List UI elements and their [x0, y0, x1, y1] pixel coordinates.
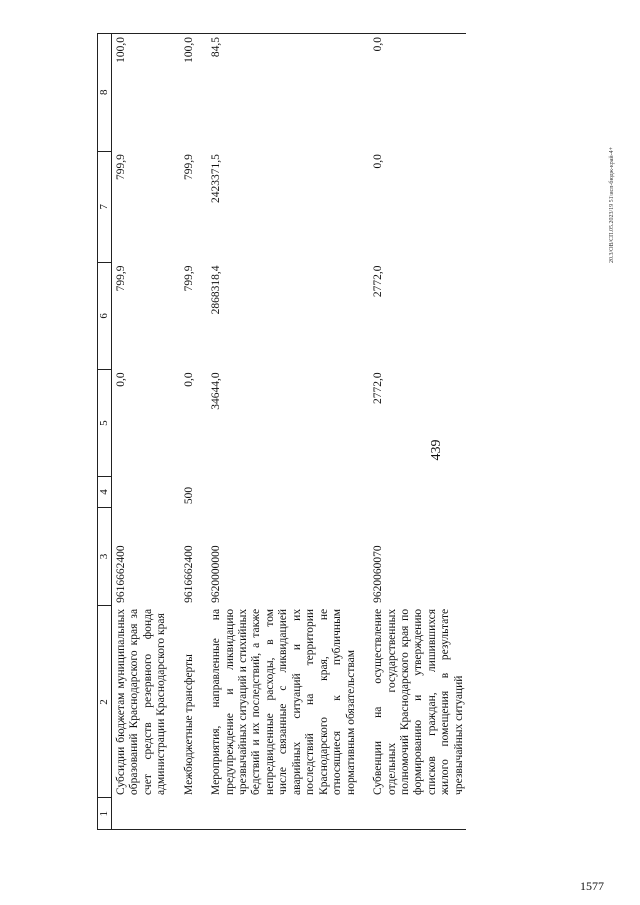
expense-type-cell	[111, 477, 168, 507]
target-code-cell: 9616662400	[114, 545, 127, 603]
row-spacer	[358, 34, 370, 830]
row-spacer	[196, 34, 208, 830]
percent-cell: 0,0	[370, 34, 466, 152]
value-cell: 2423371,5	[210, 154, 223, 203]
expense-type-cell	[208, 477, 358, 507]
value-cell: 799,9	[182, 265, 195, 292]
item-name-cell: Мероприятия, направленные на предупреждение и ликвидацию чрезвычайных ситуаций и стихийных бедствий и их последствий, а также непредвиденные расходы, в том числе связанные с ликвидацией аварийных ситуаций и их последствий на территории Краснодарского края, не относящиеся к публичным нормативным обязательствам	[210, 608, 357, 795]
column-header: 2	[98, 606, 112, 798]
table-row	[208, 34, 358, 830]
row-spacer	[169, 34, 181, 830]
percent-cell: 84,5	[208, 34, 358, 152]
table-row	[370, 34, 466, 830]
target-code-cell: 9616662400	[182, 545, 195, 603]
budget-table	[97, 33, 466, 830]
column-header: 3	[98, 507, 112, 606]
value-cell: 0,0	[182, 372, 195, 387]
target-code-cell: 9620000000	[210, 545, 223, 603]
value-cell: 2868318,4	[210, 265, 223, 315]
item-name-cell: Субсидии бюджетам муниципальных образований Краснодарского края за счет средств резервного фонда администрации Краснодарского края	[114, 608, 168, 795]
column-header: 7	[98, 151, 112, 262]
table-header-row	[98, 34, 112, 830]
item-name-cell: Межбюджетные трансферты	[182, 654, 195, 795]
row-number-cell	[181, 798, 196, 830]
value-cell: 799,9	[114, 154, 127, 180]
expense-type-cell: 500	[182, 486, 195, 505]
percent-cell: 100,0	[181, 34, 196, 152]
value-cell: 799,9	[182, 154, 195, 180]
value-cell: 799,9	[114, 265, 127, 292]
column-header: 4	[98, 477, 112, 507]
column-header: 8	[98, 34, 112, 152]
column-header: 1	[98, 798, 112, 830]
expense-type-cell	[370, 477, 466, 507]
page-number: 439	[429, 439, 444, 461]
column-header: 5	[98, 369, 112, 477]
rotated-table-container	[97, 33, 577, 830]
value-cell: 0,0	[372, 154, 385, 169]
sheet-number: 1577	[580, 879, 604, 893]
value-cell: 34644,0	[210, 372, 223, 410]
row-number-cell	[111, 798, 168, 830]
percent-cell: 100,0	[111, 34, 168, 152]
row-number-cell	[370, 798, 466, 830]
table-row	[111, 34, 168, 830]
column-header: 6	[98, 262, 112, 369]
row-number-cell	[208, 798, 358, 830]
table-row	[181, 34, 196, 830]
value-cell: 2772,0	[372, 372, 385, 404]
value-cell: 2772,0	[372, 265, 385, 298]
item-name-cell: Субвенции на осуществление отдельных государственных полномочий Краснодарского края по формированию и утверждению списков граждан, лишившихся жилого помещения в результате чрезвычайных ситуаций	[372, 608, 465, 795]
file-reference: 20.3/ОВ/СП.05.2023/19 51\исп-бюдж-край-4+	[609, 146, 615, 264]
value-cell: 0,0	[114, 372, 127, 387]
target-code-cell: 9620060070	[372, 545, 385, 603]
